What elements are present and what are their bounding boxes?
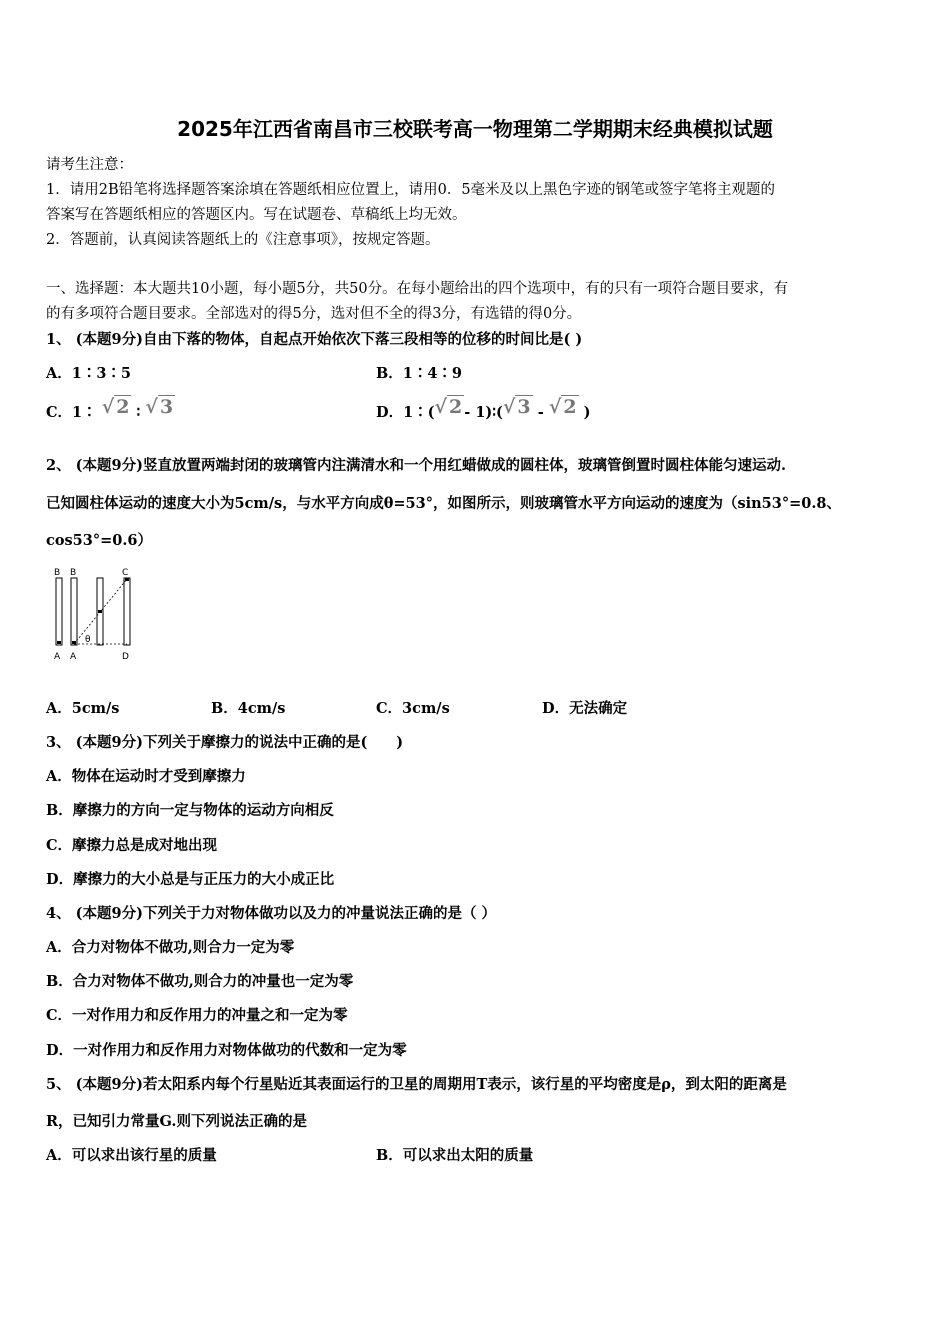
q1-d-end: ) — [583, 404, 591, 421]
q3-option-b: B．摩擦力的方向一定与物体的运动方向相反 — [46, 802, 334, 819]
sqrt-2: √ 2 — [434, 396, 463, 418]
q5-stem-line1: 5、 (本题9分)若太阳系内每个行星贴近其表面运行的卫星的周期用T表示，该行星的平均密度是ρ，到太阳的距离是 — [46, 1076, 787, 1093]
label-b1: B — [54, 568, 61, 578]
tube-1 — [56, 578, 62, 645]
q1-d-prefix: D．1∶( — [376, 404, 435, 421]
section-intro-cont: 的有多项符合题目要求。全部选对的得5分，选对但不全的得3分，有选错的得0分。 — [46, 306, 582, 322]
cylinder-1 — [57, 641, 61, 644]
q3-option-d: D．摩擦力的大小总是与正压力的大小成正比 — [46, 871, 335, 888]
sqrt-3: √ 3 — [145, 396, 174, 418]
label-a1: A — [54, 652, 61, 662]
sqrt-2: √ 2 — [101, 396, 130, 418]
q1-option-a: A．1∶3∶5 — [46, 365, 132, 382]
q1-option-d — [376, 396, 591, 422]
tube-4 — [124, 578, 130, 645]
section-intro: 一、选择题：本大题共10小题，每小题5分，共50分。在每小题给出的四个选项中，有的只有一项符合题目要求，有 — [46, 281, 789, 297]
q1-d-mid2: - — [537, 404, 544, 421]
sqrt-2: √ 2 — [548, 396, 577, 418]
sqrt-3: √ 3 — [502, 396, 531, 418]
q4-option-d: D．一对作用力和反作用力对物体做功的代数和一定为零 — [46, 1042, 407, 1059]
q5-stem-line2: R，已知引力常量G.则下列说法正确的是 — [46, 1113, 307, 1130]
notice-item-2: 2．答题前，认真阅读答题纸上的《注意事项》，按规定答题。 — [46, 232, 440, 248]
glass-tube-figure — [48, 566, 143, 664]
q5-option-b: B．可以求出太阳的质量 — [376, 1147, 534, 1164]
q2-stem-line2: 已知圆柱体运动的速度大小为5cm/s，与水平方向成θ=53°，如图所示，则玻璃管水平方向运动的速度为（sin53°=0.8、 — [46, 495, 841, 512]
q1-option-b: B．1∶4∶9 — [376, 365, 463, 382]
label-b2: B — [70, 568, 77, 578]
q2-option-b: B．4cm/s — [211, 700, 286, 717]
notice-item-1-cont: 答案写在答题纸相应的答题区内。写在试题卷、草稿纸上均无效。 — [46, 207, 467, 223]
q3-option-c: C．摩擦力总是成对地出现 — [46, 837, 218, 854]
trajectory-line — [74, 579, 127, 644]
tube-2 — [71, 578, 77, 645]
q4-option-a: A．合力对物体不做功,则合力一定为零 — [46, 939, 295, 956]
q5-option-a: A．可以求出该行星的质量 — [46, 1147, 217, 1164]
notice-item-1: 1．请用2B铅笔将选择题答案涂填在答题纸相应位置上，请用0．5毫米及以上黑色字迹的钢笔或签字笔将主观题的 — [46, 182, 776, 198]
q1-c-prefix: C．1∶ — [46, 404, 97, 421]
q2-option-d: D．无法确定 — [542, 700, 628, 717]
q1-stem: 1、 (本题9分)自由下落的物体，自起点开始依次下落三段相等的位移的时间比是( ) — [46, 331, 583, 348]
q2-option-c: C．3cm/s — [376, 700, 450, 717]
theta-label: θ — [85, 635, 91, 645]
q4-option-c: C．一对作用力和反作用力的冲量之和一定为零 — [46, 1007, 348, 1024]
label-d: D — [122, 652, 129, 662]
q1-option-c — [46, 396, 175, 422]
q2-option-a: A．5cm/s — [46, 700, 120, 717]
page-title: 2025年江西省南昌市三校联考高一物理第二学期期末经典模拟试题 — [177, 117, 773, 141]
q4-option-b: B．合力对物体不做功,则合力的冲量也一定为零 — [46, 973, 354, 990]
label-c: C — [122, 568, 129, 578]
q1-c-sep: ∶ — [136, 404, 141, 421]
q3-stem: 3、 (本题9分)下列关于摩擦力的说法中正确的是( ) — [46, 734, 404, 751]
q1-d-mid1: - 1)∶( — [464, 404, 503, 421]
q2-stem-line3: cos53°=0.6） — [46, 532, 152, 549]
label-a2: A — [70, 652, 77, 662]
q2-stem-line1: 2、 (本题9分)竖直放置两端封闭的玻璃管内注满清水和一个用红蜡做成的圆柱体，玻璃管倒置时圆柱体能匀速运动. — [46, 457, 786, 474]
q3-option-a: A．物体在运动时才受到摩擦力 — [46, 768, 246, 785]
q4-stem: 4、 (本题9分)下列关于力对物体做功以及力的冲量说法正确的是（ ） — [46, 905, 496, 922]
notice-heading: 请考生注意： — [46, 157, 133, 173]
